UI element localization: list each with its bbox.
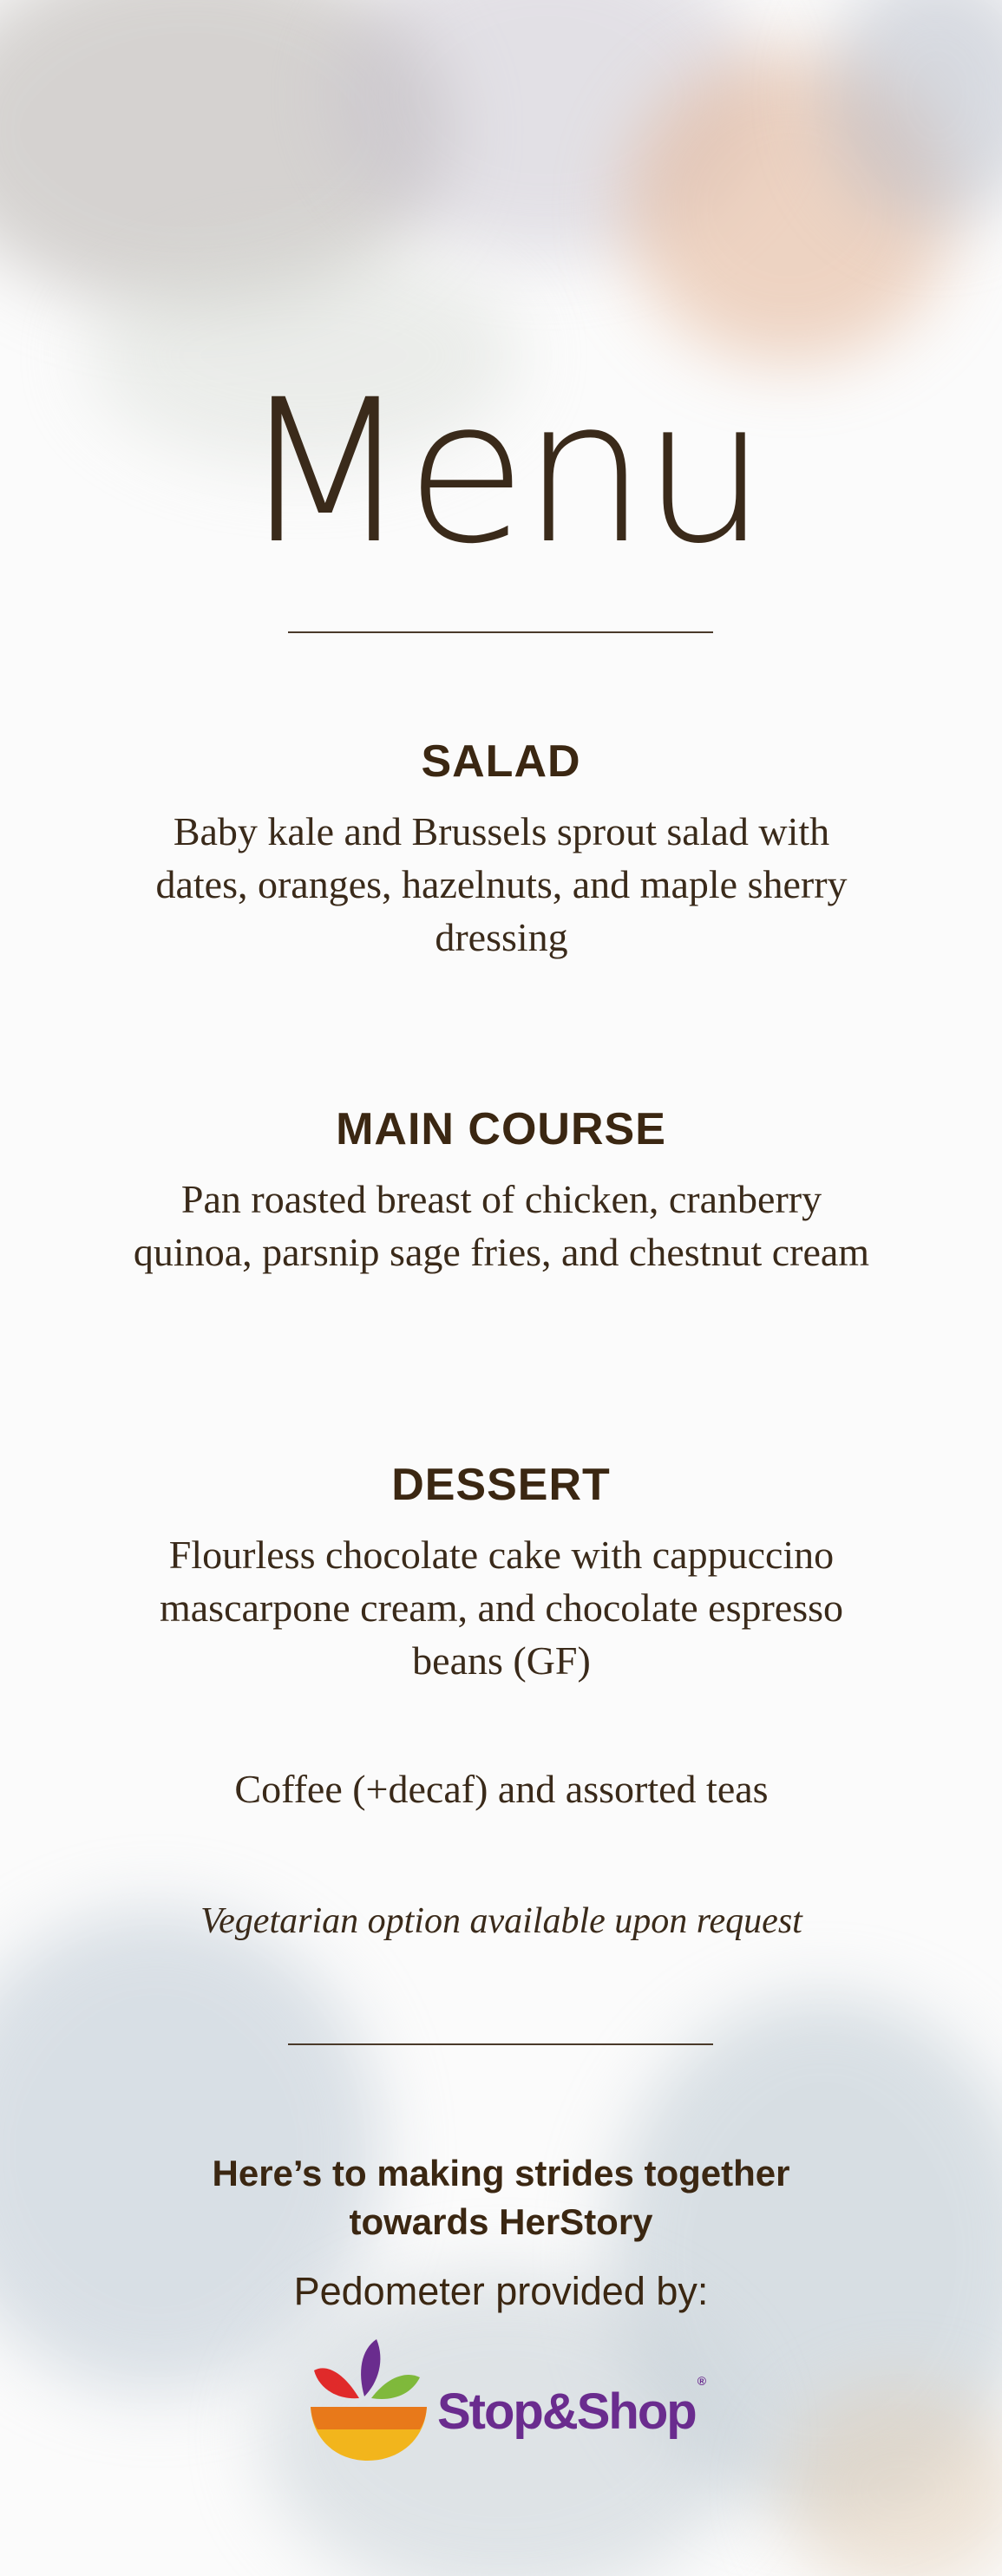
menu-title: Menu xyxy=(239,356,763,587)
tagline-line-2: towards HerStory xyxy=(349,2201,653,2242)
pedometer-credit: Pedometer provided by: xyxy=(293,2269,709,2313)
section-description-salad: Baby kale and Brussels sprout salad with dates, oranges, hazelnuts, and maple sherry dressing xyxy=(155,809,848,959)
section-description-dessert: Flourless chocolate cake with cappuccino mascarpone cream, and chocolate espresso beans (GF) xyxy=(159,1533,844,1683)
divider-top xyxy=(288,631,713,633)
vegetarian-note: Vegetarian option available upon request xyxy=(200,1901,802,1941)
stop-and-shop-wordmark xyxy=(437,2373,705,2441)
stop-and-shop-logo xyxy=(309,2337,708,2468)
registered-mark: ® xyxy=(697,2373,705,2388)
sponsor-name: Stop&Shop xyxy=(437,2383,696,2440)
tagline-line-1: Here’s to making strides together xyxy=(212,2153,790,2194)
section-description-main-course: Pan roasted breast of chicken, cranberry quinoa, parsnip sage fries, and chestnut cream xyxy=(133,1177,870,1274)
divider-bottom xyxy=(288,2043,713,2045)
section-heading-main-course: MAIN COURSE xyxy=(336,1104,666,1154)
section-heading-dessert: DESSERT xyxy=(391,1460,611,1510)
stop-and-shop-flower-icon xyxy=(309,2337,430,2468)
beverages-line: Coffee (+decaf) and assorted teas xyxy=(234,1767,769,1811)
section-heading-salad: SALAD xyxy=(421,736,581,787)
